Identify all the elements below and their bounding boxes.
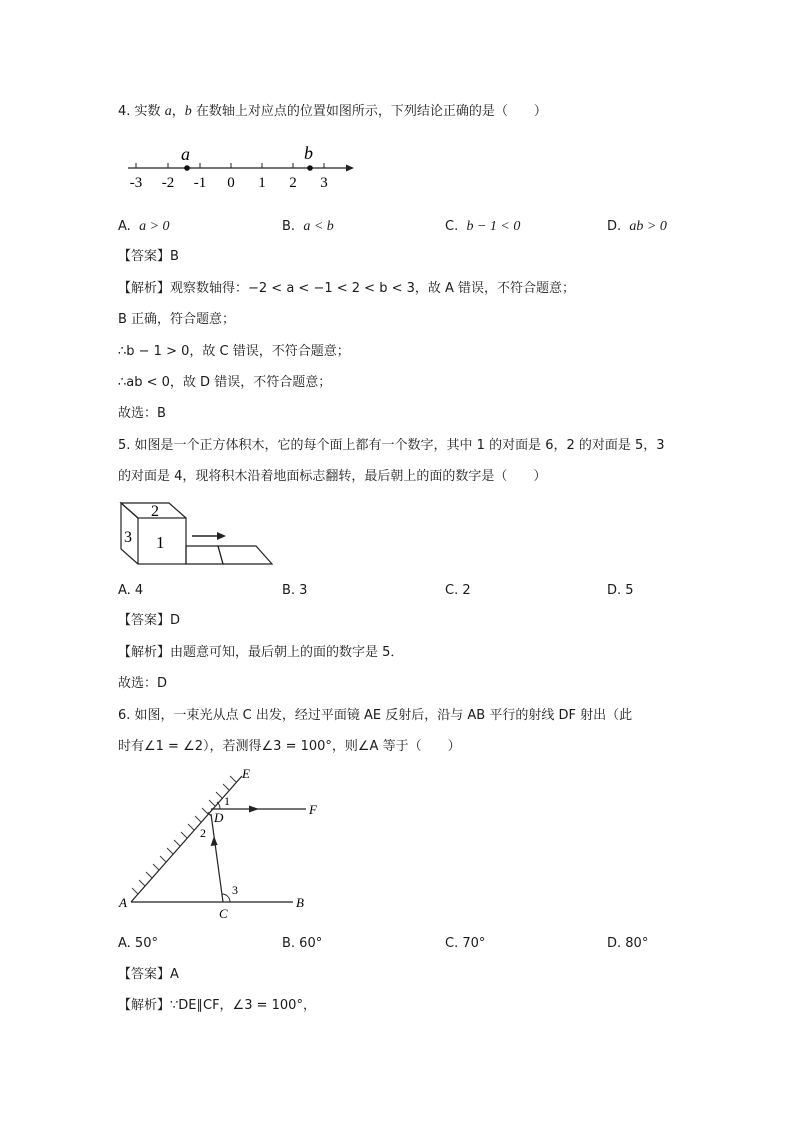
point-label-e: E: [242, 766, 250, 781]
label-a: a: [181, 144, 190, 164]
number-line-figure: [118, 140, 368, 190]
tick-label: -3: [129, 175, 143, 191]
q6-stem-line: 时有∠1 = ∠2），若测得∠3 = 100°，则∠A 等于（ ）: [118, 739, 461, 754]
q5-analysis-line: 故选：D: [118, 676, 168, 691]
tick-label: 0: [227, 175, 235, 191]
q6-option-d[interactable]: D. 80°: [607, 936, 649, 951]
q6-option-b[interactable]: B. 60°: [282, 936, 323, 951]
point-label-d: D: [214, 810, 224, 825]
tick-label: -1: [193, 175, 207, 191]
q5-option-c[interactable]: C. 2: [445, 583, 471, 598]
point-b: [307, 165, 313, 171]
q4-analysis-line: 【解析】观察数轴得：−2 < a < −1 < 2 < b < 3，故 A 错误，不符合题意；: [118, 281, 576, 296]
point-label-a: A: [119, 895, 127, 910]
q4-analysis-line: ∴b − 1 > 0，故 C 错误，不符合题意；: [118, 344, 350, 359]
q4-var-b: b: [184, 104, 192, 119]
q6-answer: 【答案】A: [118, 967, 179, 982]
q5-option-a[interactable]: A. 4: [118, 583, 144, 598]
cube-front-number: 1: [156, 533, 165, 552]
cube-side-number: 3: [124, 529, 132, 546]
q6-option-a[interactable]: A. 50°: [118, 936, 158, 951]
tick-label: 3: [320, 175, 328, 191]
point-label-c: C: [219, 906, 228, 921]
q5-stem-line: 5. 如图是一个正方体积木，它的每个面上都有一个数字，其中 1 的对面是 6，2 的对面是 5，3: [118, 438, 665, 453]
angle-label-1: 1: [224, 794, 230, 808]
q5-analysis-line: 【解析】由题意可知，最后朝上的面的数字是 5．: [118, 645, 404, 660]
q4-option-b[interactable]: B. a < b: [282, 219, 334, 234]
tick-label: -2: [161, 175, 175, 191]
cube-top-number: 2: [151, 503, 159, 520]
q6-option-c[interactable]: C. 70°: [445, 936, 486, 951]
tick-label: 1: [258, 175, 266, 191]
cube-figure: [118, 500, 278, 570]
mirror-figure: [118, 766, 338, 926]
q5-option-b[interactable]: B. 3: [282, 583, 308, 598]
point-a: [184, 165, 190, 171]
q4-option-d[interactable]: D. ab > 0: [607, 219, 667, 234]
q6-stem-line: 6. 如图，一束光从点 C 出发，经过平面镜 AE 反射后，沿与 AB 平行的射线 DF 射出（此: [118, 708, 633, 723]
angle-label-2: 2: [200, 826, 206, 840]
point-label-f: F: [309, 802, 317, 817]
q4-stem-prefix: 4. 实数: [118, 104, 161, 119]
q4-answer: 【答案】B: [118, 249, 179, 264]
q5-stem-line: 的对面是 4，现将积木沿着地面标志翻转，最后朝上的面的数字是（ ）: [118, 469, 547, 484]
q4-option-a[interactable]: A. a > 0: [118, 219, 170, 234]
q6-analysis-line: 【解析】∵DE∥CF，∠3 = 100°，: [118, 998, 316, 1013]
tick-label: 2: [289, 175, 297, 191]
q4-var-a: a: [164, 104, 172, 119]
point-label-b: B: [296, 895, 304, 910]
label-b: b: [304, 143, 313, 163]
q4-stem: [118, 103, 547, 121]
q5-option-d[interactable]: D. 5: [607, 583, 634, 598]
q4-comma: ，: [171, 104, 185, 119]
q4-analysis-line: ∴ab < 0，故 D 错误，不符合题意；: [118, 375, 332, 390]
q4-stem-suffix: 在数轴上对应点的位置如图所示，下列结论正确的是（ ）: [195, 104, 547, 119]
q4-analysis-line: 故选：B: [118, 406, 166, 421]
q4-analysis-line: B 正确，符合题意；: [118, 312, 236, 327]
q5-answer: 【答案】D: [118, 613, 181, 628]
angle-label-3: 3: [232, 883, 238, 897]
q4-option-c[interactable]: C. b − 1 < 0: [445, 219, 521, 234]
